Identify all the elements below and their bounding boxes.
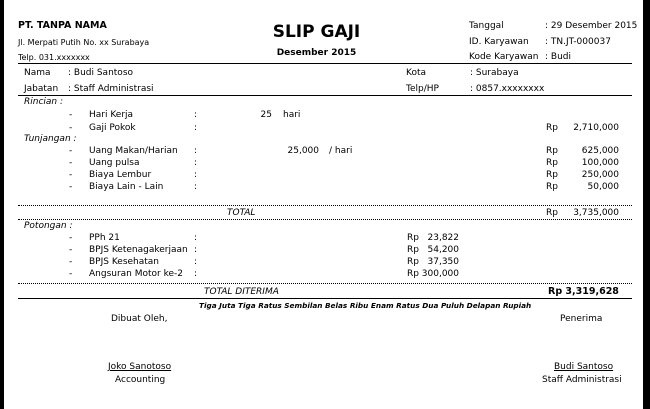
city-label: Kota — [406, 68, 427, 78]
row-amount: 2,710,000 — [573, 123, 619, 133]
phone-value: : 0857.xxxxxxxx — [470, 84, 545, 94]
row-amount: 50,000 — [587, 182, 619, 192]
receiver-caption: Penerima — [560, 314, 603, 324]
company-address: Jl. Merpati Putih No. xx Surabaya — [18, 38, 150, 47]
city-value: : Surabaya — [470, 68, 519, 78]
position-label: Jabatan — [24, 84, 59, 94]
total-label: TOTAL — [227, 208, 256, 218]
row-amount: 250,000 — [581, 170, 619, 180]
potongan-heading: Potongan : — [24, 221, 73, 231]
row-amount: 54,200 — [427, 245, 459, 255]
row-unit: hari — [283, 110, 301, 120]
receiver-role: Staff Administrasi — [542, 375, 622, 385]
employee-id-value: : TN.JT-000037 — [545, 37, 611, 47]
row-amount: 100,000 — [581, 158, 619, 168]
row-label: Angsuran Motor ke-2 — [89, 269, 184, 279]
row-label: Biaya Lembur — [89, 170, 152, 180]
net-label: TOTAL DITERIMA — [204, 287, 279, 297]
row-label: Hari Kerja — [89, 110, 134, 120]
salary-slip: PT. TANPA NAMA Jl. Merpati Putih No. xx Surabaya Telp. 031.xxxxxxx SLIP GAJI Desember 2015 Tanggal : 29 Desember 2015 ID. Karyawan : TN.JT-000037 Kode Karyawan : Budi Nama : Budi Santoso Jabatan : Staff Administrasi Kota : Surabaya Telp/HP : 0857.xxxxxxxx Rincian : - Hari Kerja : 25 hari - Gaji Pokok : Rp 2,710,000 Tunjangan : - Uang Makan/Harian : 25,000 / hari Rp 625,000 - Uang pulsa : Rp 100,000 - Biaya Lembur : Rp 250,000 - Biaya Lain - Lain : Rp 50,000 TOTAL Rp 3,735,000 Potongan : - PPh 21 : Rp 23,822 - BPJS Ketenagakerjaan : Rp 54,200 - BPJS Kesehatan : Rp 37,350 - Angsuran Motor ke-2 : Rp 300,000 TOTAL DITERIMA Rp 3,319,628 Tiga Juta Tiga Ratus Sembilan Belas Ribu Enam Ratus Dua Puluh Delapan Rupiah Dibuat Oleh, Joko Sanotoso Accounting Penerima Budi Santoso Staff Administrasi — [3, 0, 643, 409]
employee-code-value: : Budi — [545, 52, 571, 62]
row-amount: 37,350 — [427, 257, 459, 267]
slip-period: Desember 2015 — [276, 48, 357, 58]
company-name: PT. TANPA NAMA — [18, 20, 107, 31]
total-amount: 3,735,000 — [573, 208, 619, 218]
prepared-by-role: Accounting — [115, 375, 166, 385]
name-label: Nama — [24, 68, 51, 78]
header-divider — [18, 63, 632, 64]
row-label: PPh 21 — [89, 233, 120, 243]
total-bottom-dotted — [18, 219, 632, 220]
row-label: Gaji Pokok — [89, 123, 136, 133]
total-top-dotted — [18, 205, 632, 206]
rincian-heading: Rincian : — [24, 97, 64, 107]
position-value: : Staff Administrasi — [68, 84, 154, 94]
date-label: Tanggal — [469, 21, 504, 31]
employee-id-label: ID. Karyawan — [469, 37, 529, 47]
net-amount: Rp 3,319,628 — [548, 286, 619, 297]
row-label: BPJS Kesehatan — [89, 257, 160, 267]
info-divider — [18, 95, 632, 96]
prepared-by-caption: Dibuat Oleh, — [111, 314, 168, 324]
name-value: : Budi Santoso — [68, 68, 134, 78]
row-label: Uang Makan/Harian — [89, 146, 178, 156]
company-phone: Telp. 031.xxxxxxx — [18, 53, 90, 62]
row-label: BPJS Ketenagakerjaan — [89, 245, 188, 255]
employee-code-label: Kode Karyawan — [469, 52, 539, 62]
slip-title: SLIP GAJI — [272, 22, 361, 42]
row-amount: 625,000 — [581, 146, 619, 156]
row-amount: 23,822 — [427, 233, 459, 243]
net-divider — [18, 298, 632, 299]
date-value: : 29 Desember 2015 — [545, 21, 638, 31]
row-label: Biaya Lain - Lain — [89, 182, 164, 192]
tunjangan-heading: Tunjangan : — [24, 134, 77, 144]
amount-in-words: Tiga Juta Tiga Ratus Sembilan Belas Ribu Enam Ratus Dua Puluh Delapan Rupiah — [199, 301, 532, 310]
phone-label: Telp/HP — [406, 84, 439, 94]
net-top-dotted — [18, 283, 632, 284]
row-amount: 300,000 — [421, 269, 459, 279]
prepared-by-name: Joko Sanotoso — [108, 362, 172, 372]
row-unit: / hari — [329, 146, 353, 156]
row-qty: 25,000 — [287, 146, 319, 156]
row-qty: 25 — [260, 110, 272, 120]
row-label: Uang pulsa — [89, 158, 140, 168]
receiver-name: Budi Santoso — [554, 362, 614, 372]
